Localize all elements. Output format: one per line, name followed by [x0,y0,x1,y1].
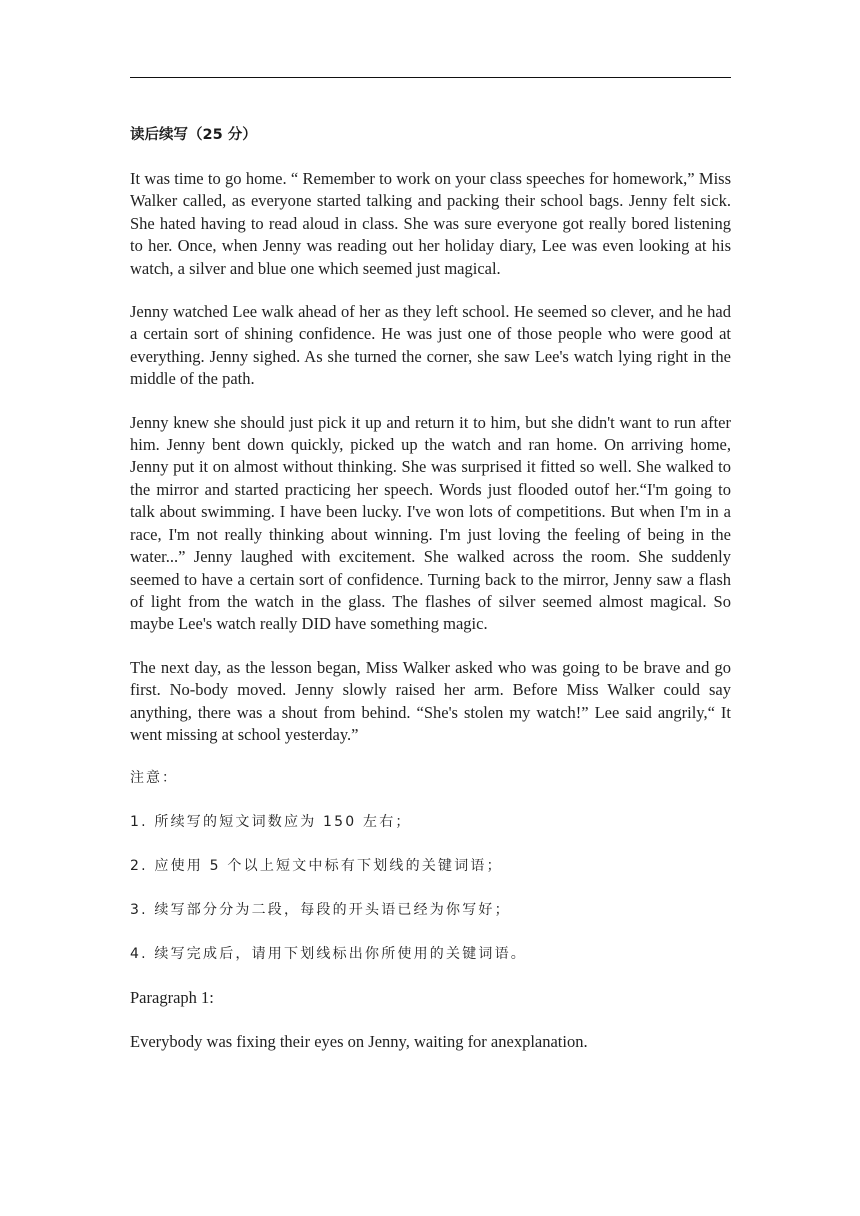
passage-paragraph-1: It was time to go home. “ Remember to work on your class speeches for homework,” Miss Walker called, as everyone started talking and packing their school bags. Jenny felt sick. She hated having to read aloud in class. She was sure everyone got really bored listening to her. Once, when Jenny was reading out her holiday diary, Lee was even looking at his watch, a silver and blue one which seemed just magical. [130,169,731,278]
section-heading: 读后续写（25 分） [130,127,257,143]
paragraph1-opening-sentence: Everybody was fixing their eyes on Jenny, waiting for anexplanation. [130,1032,588,1052]
note-item-1: 1. 所续写的短文词数应为 150 左右； [130,814,412,831]
note-item-2: 2. 应使用 5 个以上短文中标有下划线的关键词语； [130,858,503,875]
paragraph1-label: Paragraph 1: [130,988,214,1008]
note-item-3: 3. 续写部分分为二段，每段的开头语已经为你写好； [130,902,511,919]
passage-paragraph-2: Jenny watched Lee walk ahead of her as they left school. He seemed so clever, and he had a certain sort of shining confidence. He was just one of those people who were good at everything. Jenny sighed. As she turned the corner, she saw Lee's watch lying right in the middle of the path. [130,302,731,389]
passage-paragraph-4: The next day, as the lesson began, Miss Walker asked who was going to be brave and go first. No-body moved. Jenny slowly raised her arm. Before Miss Walker could say anything, there was a shout from behind. “She's stolen my watch!” Lee said angrily,“ It went missing at school yesterday.” [130,657,731,744]
header-rule [130,77,731,78]
note-item-4: 4. 续写完成后，请用下划线标出你所使用的关键词语。 [130,946,528,963]
passage-paragraph-3: Jenny knew she should just pick it up and return it to him, but she didn't want to run after him. Jenny bent down quickly, picked up the watch and ran home. On arriving home, Jenny put it on almost without thinking. She was surprised it fitted so well. She walked to the mirror and started practicing her speech. Words just flooded outof her.“I'm going to talk about swimming. I have been lucky. I've won lots of competitions. But when I'm in a race, I'm not really thinking about winning. I'm just loving the feeling of being in the water...” Jenny laughed with excitement. She walked across the room. She suddenly seemed to have a certain sort of confidence. Turning back to the mirror, Jenny saw a flash of light from the watch in the glass. The flashes of silver seemed almost magical. So maybe Lee's watch really DID have something magic. [130,412,731,634]
notes-label: 注意： [130,770,178,787]
document-body [130,124,731,1075]
